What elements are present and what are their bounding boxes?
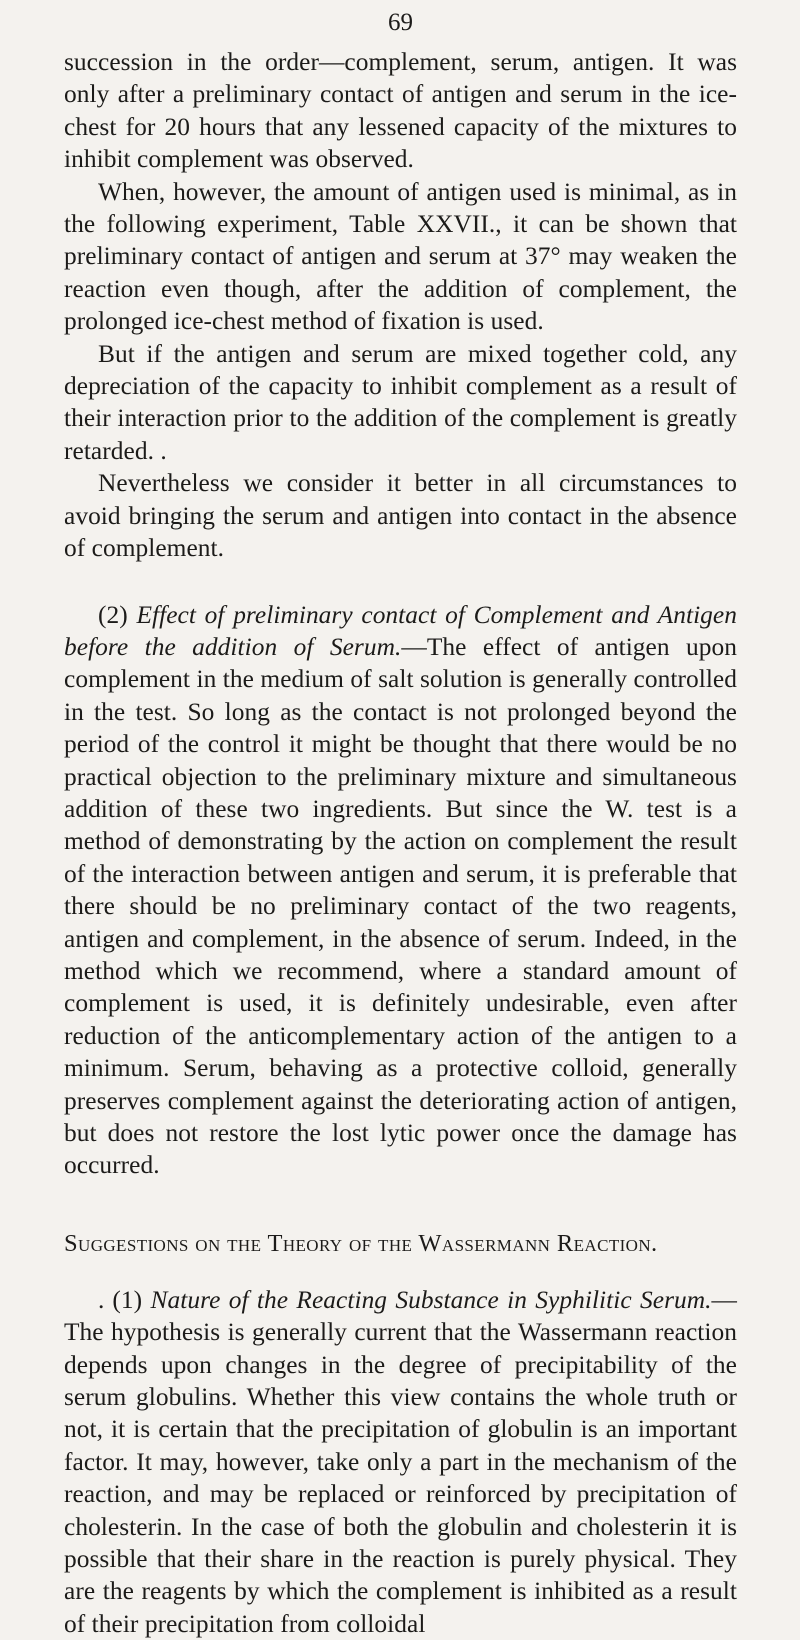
paragraph-6-mark: . [98,1285,105,1314]
paragraph-6-label: (1) [112,1285,143,1314]
paragraph-6-text: —The hypothesis is generally current that the Wassermann reaction depends upon changes in the degree of precipitability of the serum globulins. Whether this view contains the whole truth or not, it is certain that the precipitation of globulin is an important factor. It may, however, take only a part in the mechanism of the reaction, and may be replaced or reinforced by precipitation of cholesterin. In the case of both the globulin and cholesterin it is possible that their share in the reaction is purely physical. They are the reagents by which the complement is inhibited as a result of their precipitation from colloidal [64,1285,737,1638]
paragraph-5-label: (2) [98,600,128,629]
paragraph-3: But if the antigen and serum are mixed together cold, any depreciation of the capacity to inhibit complement as a result of their interaction prior to the addition of the complement is greatly retarded. . [64,339,737,465]
paragraph-5-text: —The effect of antigen upon complement in the medium of salt solution is generally controlled in the test. So long as the contact is not prolonged beyond the period of the control it might be thought that there would be no practical objection to the preliminary mixture and simultaneous addition of these two ingredients. But since the W. test is a method of demonstrating by the action on complement the result of the interaction between antigen and serum, it is preferable that there should be no preliminary contact of the two reagents, antigen and complement, in the absence of serum. Indeed, in the method which we recommend, where a standard amount of complement is used, it is definitely undesirable, even after reduction of the anticomplementary action of the antigen to a minimum. Serum, behaving as a protective colloid, generally preserves complement against the deteriorating action of antigen, but does not restore the lost lytic power once the damage has occurred. [64,632,737,1180]
paragraph-4: Nevertheless we consider it better in all circumstances to avoid bringing the serum and antigen into contact in the absence of complement. [64,469,737,563]
section-heading: Suggestions on the Theory of the Wassermann Reaction. [64,1229,658,1257]
paragraph-6 [64,1284,737,1640]
page-number: 69 [388,9,413,36]
paragraph-5-title: Effect of preliminary contact of Complement and Antigen before the addition of Serum. [64,600,737,661]
paragraph-1: succession in the order—complement, serum, antigen. It was only after a preliminary contact of antigen and serum in the ice-chest for 20 hours that any lessened capacity of the mixtures to inhibit complement was observed. [64,48,737,174]
paragraph-2: When, however, the amount of antigen used is minimal, as in the following experiment, Table XXVII., it can be shown that preliminary contact of antigen and serum at 37° may weaken the reaction even though, after the addition of complement, the prolonged ice-chest method of fixation is used. [64,177,737,336]
paragraph-5 [64,599,737,1182]
paragraph-6-title: Nature of the Reacting Substance in Syphilitic Serum. [150,1285,712,1314]
